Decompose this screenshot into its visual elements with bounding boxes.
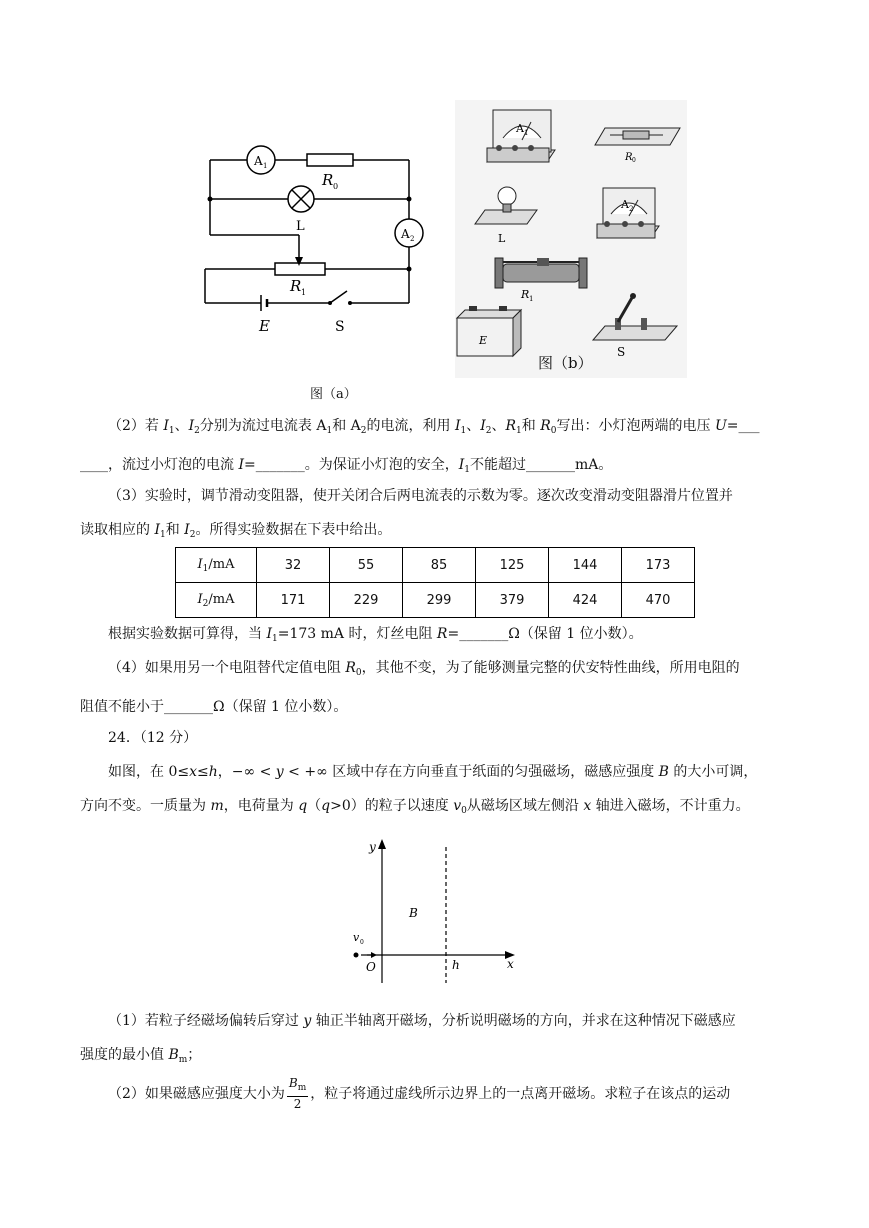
table-cell: 55 <box>330 548 403 583</box>
table-cell: 144 <box>549 548 622 583</box>
svg-text:S: S <box>617 345 626 359</box>
circuit-diagram-a <box>195 135 435 345</box>
r0-label: R <box>322 171 334 189</box>
table-cell: 379 <box>476 583 549 618</box>
ammeter-a2-label: A <box>401 227 410 241</box>
svg-text:B: B <box>409 906 418 920</box>
battery-label: E <box>259 317 270 335</box>
svg-text:1: 1 <box>524 129 529 137</box>
svg-text:0: 0 <box>632 157 636 164</box>
table-cell: 470 <box>622 583 695 618</box>
figure-b-caption: 图（b） <box>538 354 593 372</box>
resistor-r0-drawing <box>595 128 680 145</box>
question-3: （3）实验时，调节滑动变阻器，使开关闭合后两电流表的示数为零。逐次改变滑动变阻器滑片位置并 读取相应的 $I_1$和 $I_2$。所得实验数据在下表中给出。 <box>80 488 733 540</box>
svg-text:O: O <box>366 960 376 974</box>
ammeter-a1-sub: 1 <box>263 162 268 170</box>
table-row <box>176 548 695 583</box>
lamp-label: L <box>296 219 305 234</box>
subquestion-1: （1）若粒子经磁场偏转后穿过 y 轴正半轴离开磁场，分析说明磁场的方向，并求在这种情况下磁感应 强度的最小值 $B_m$； <box>80 1013 736 1065</box>
ammeter-a1-label: A <box>254 154 263 168</box>
table-cell: 229 <box>330 583 403 618</box>
svg-text:0: 0 <box>360 939 364 946</box>
svg-text:A: A <box>516 122 524 135</box>
table-cell: 299 <box>403 583 476 618</box>
table-cell: 424 <box>549 583 622 618</box>
battery-drawing <box>457 306 521 356</box>
apparatus-figure-b <box>455 100 687 378</box>
svg-text:A: A <box>621 198 629 211</box>
r1-sub: 1 <box>301 288 307 297</box>
svg-text:R: R <box>521 288 530 301</box>
magnetic-field-diagram <box>345 835 530 990</box>
figure-a-caption: 图（a） <box>310 387 357 402</box>
svg-text:h: h <box>452 958 460 972</box>
table-cell: 85 <box>403 548 476 583</box>
ammeter-a1-drawing <box>487 110 555 162</box>
svg-text:x: x <box>507 957 514 971</box>
result-line: 根据实验数据可算得，当 $I_1=173$ mA 时，灯丝电阻 R=_______Ω（保留 1 位小数）。 <box>108 626 643 644</box>
data-table <box>175 547 695 618</box>
table-cell: 32 <box>257 548 330 583</box>
svg-text:E: E <box>479 334 488 347</box>
r0-sub: 0 <box>333 182 339 191</box>
switch-label: S <box>335 319 345 335</box>
question-2: （2）若 $I_1$、$I_2$分别为流过电流表 $A_1$和 $A_2$的电流，利用 $I_1$、$I_2$、$R_1$和 $R_0$写出：小灯泡两端的电压 U=___ ____，流过小灯泡的电流 I=_______。为保证小灯泡的安全，$I_1$不能超过_______mA。 <box>80 418 760 475</box>
row-header-i2: $I_2/mA$ <box>176 583 257 618</box>
table-cell: 173 <box>622 548 695 583</box>
ammeter-a2-drawing <box>597 188 659 238</box>
ammeter-a2-sub: 2 <box>410 235 415 243</box>
question-4: （4）如果用另一个电阻替代定值电阻 $R_0$，其他不变，为了能够测量完整的伏安特性曲线，所用电阻的 阻值不能小于_______Ω（保留 1 位小数）。 <box>80 660 740 715</box>
table-cell: 125 <box>476 548 549 583</box>
svg-text:y: y <box>369 840 376 854</box>
r1-label: R <box>290 277 302 295</box>
svg-text:1: 1 <box>529 295 534 303</box>
subquestion-2: （2）如果磁感应强度大小为 $\frac{B_m}{2}$ ，粒子将通过虚线所示边界上的一点离开磁场。求粒子在该点的运动 <box>108 1076 731 1111</box>
svg-text:2: 2 <box>629 205 634 213</box>
svg-text:L: L <box>498 232 506 245</box>
svg-text:v: v <box>353 931 360 944</box>
fraction-bm-over-2: $\frac{B_m}{2}$ <box>288 1076 307 1111</box>
problem-24: 24．（12 分） 如图，在 0≤x≤h，−∞ < y < +∞ 区域中存在方向垂直于纸面的匀强磁场，磁感应强度 B 的大小可调， 方向不变。一质量为 m，电荷量为 q（q>0）的粒子以速度 $v_0$从磁场区域左侧沿 x 轴进入磁场，不计重力。 <box>80 721 792 828</box>
table-cell: 171 <box>257 583 330 618</box>
row-header-i1: $I_1/mA$ <box>176 548 257 583</box>
table-row <box>176 583 695 618</box>
svg-text:R: R <box>625 152 633 163</box>
problem-24-title: 24．（12 分） <box>108 730 198 746</box>
